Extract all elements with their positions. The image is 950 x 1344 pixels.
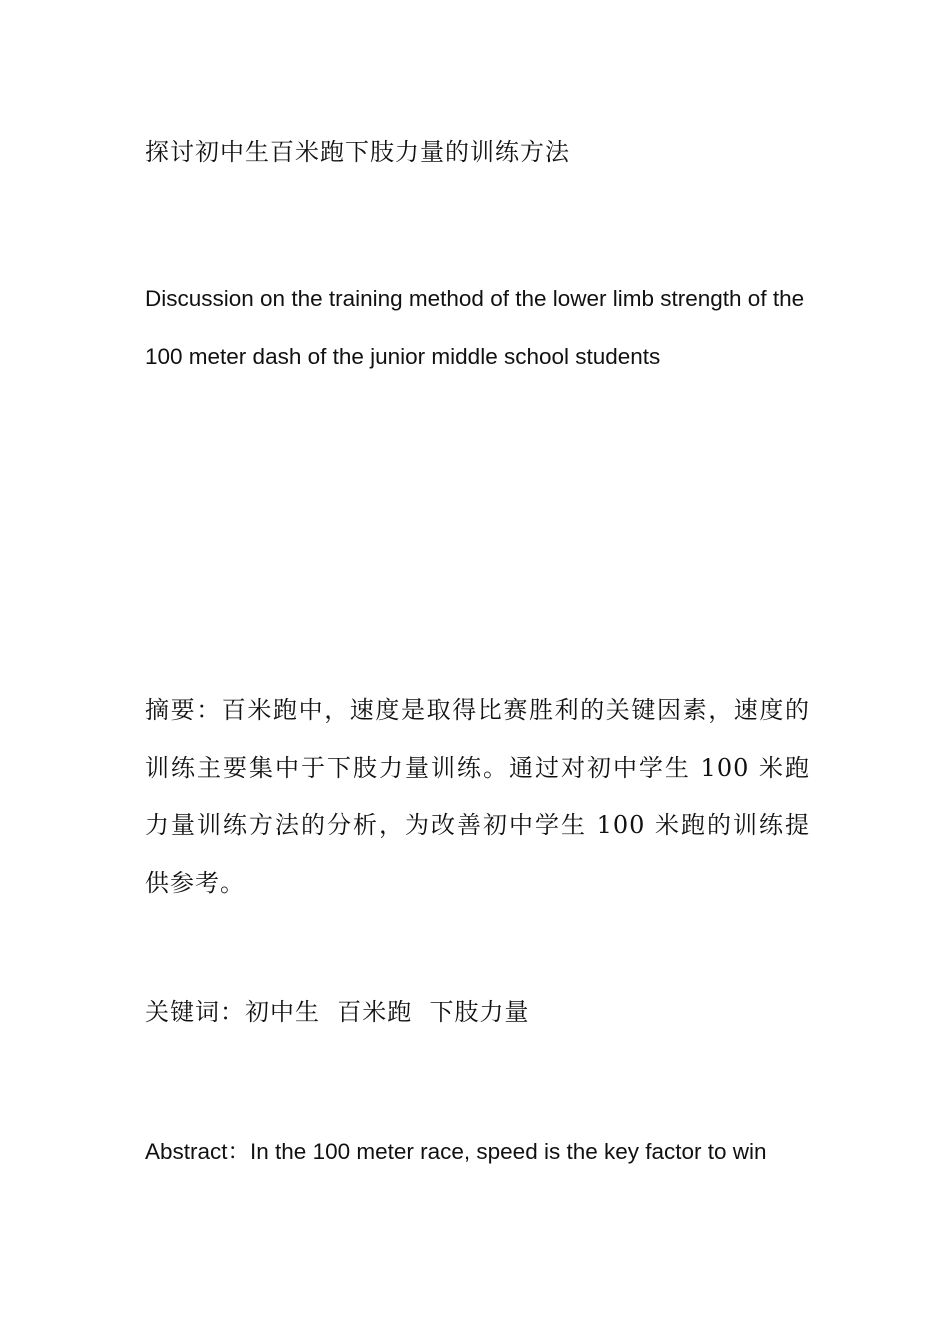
- chinese-title: 探讨初中生百米跑下肢力量的训练方法: [145, 138, 570, 166]
- chinese-abstract: 摘要：百米跑中，速度是取得比赛胜利的关键因素，速度的训练主要集中于下肢力量训练。通过对初中学生 100 米跑力量训练方法的分析，为改善初中学生 100 米跑的训练提供参考。: [145, 696, 810, 897]
- english-title: Discussion on the training method of the lower limb strength of the 100 meter dash of the junior middle school students: [145, 286, 805, 369]
- keywords-line: 关键词：初中生 百米跑 下肢力量: [145, 998, 530, 1026]
- english-abstract: Abstract：In the 100 meter race, speed is the key factor to win: [145, 1139, 767, 1164]
